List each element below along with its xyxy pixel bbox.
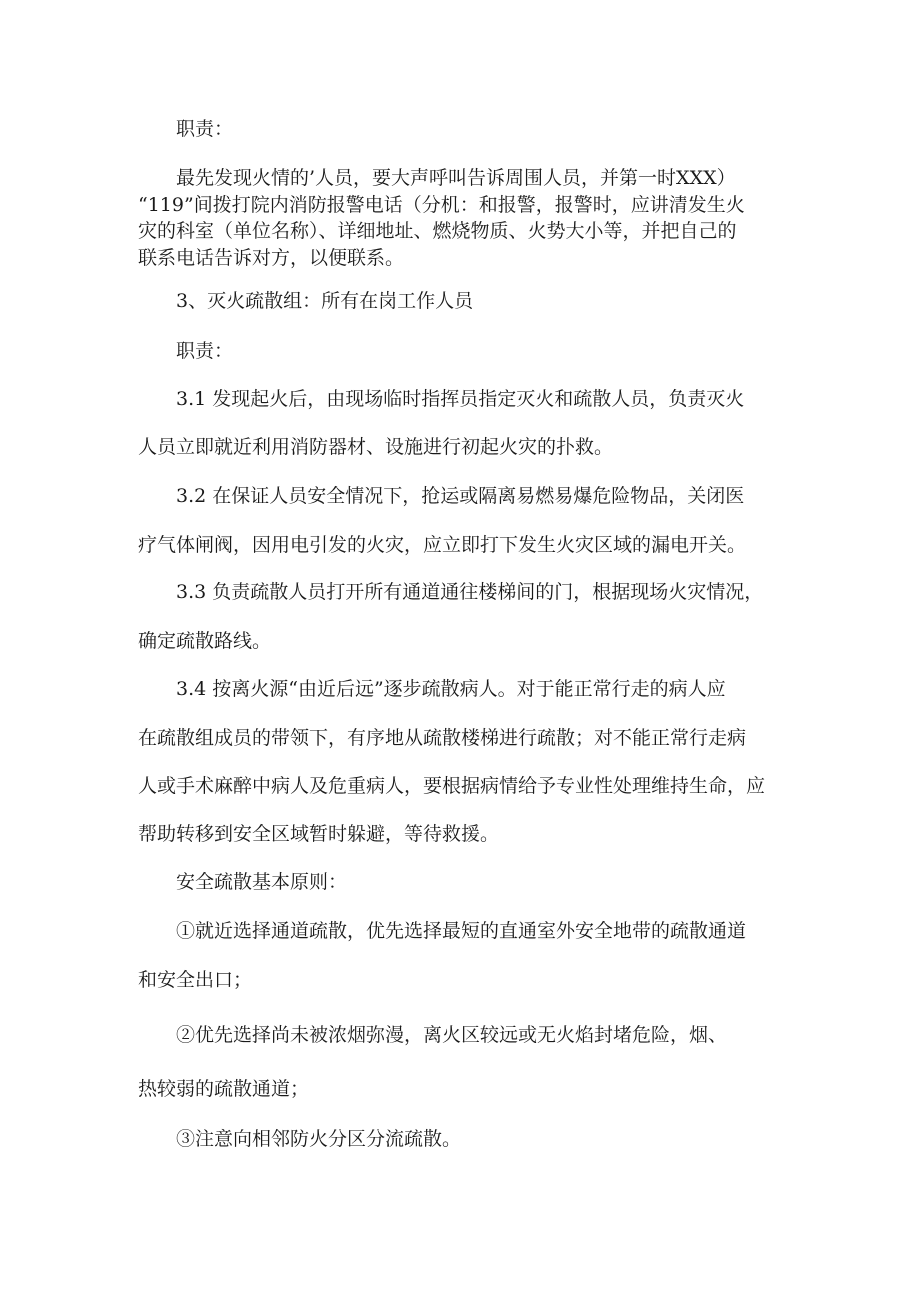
item-3-1-line-1: 3.1 发现起火后，由现场临时指挥员指定灭火和疏散人员，负责灭火	[176, 388, 745, 410]
paragraph-alarm-line-1: 最先发现火情的’人员，要大声呼叫告诉周围人员，并第一时XXX）	[176, 167, 736, 189]
item-3-4-line-2: 在疏散组成员的带领下，有序地从疏散楼梯进行疏散；对不能正常行走病	[138, 727, 747, 749]
principle-1-line-1: ①就近选择通道疏散，优先选择最短的直通室外安全地带的疏散通道	[176, 920, 747, 942]
duty-heading-2: 职责：	[176, 340, 234, 362]
principle-1-line-2: 和安全出口；	[138, 969, 253, 991]
item-3-3-line-2: 确定疏散路线。	[138, 630, 272, 652]
item-3-4-line-1: 3.4 按离火源“由近后远”逐步疏散病人。对于能正常行走的病人应	[176, 678, 726, 700]
principle-3-line-1: ③注意向相邻防火分区分流疏散。	[176, 1128, 462, 1150]
paragraph-alarm-line-3: 灾的科室（单位名称）、详细地址、燃烧物质、火势大小等，并把自己的	[138, 220, 737, 242]
item-3-2-line-1: 3.2 在保证人员安全情况下，抢运或隔离易燃易爆危险物品，关闭医	[176, 485, 745, 507]
section-3-heading: 3、灭火疏散组：所有在岗工作人员	[176, 290, 474, 312]
duty-heading-1: 职责：	[176, 118, 234, 140]
paragraph-alarm-line-4: 联系电话告诉对方，以便联系。	[138, 247, 405, 269]
principle-2-line-2: 热较弱的疏散通道；	[138, 1078, 310, 1100]
principles-heading: 安全疏散基本原则：	[176, 871, 348, 893]
item-3-4-line-3: 人或手术麻醉中病人及危重病人，要根据病情给予专业性处理维持生命，应	[138, 775, 766, 797]
principle-2-line-1: ②优先选择尚未被浓烟弥漫，离火区较远或无火焰封堵危险，烟、	[176, 1024, 728, 1046]
paragraph-alarm-line-2: “119”间拨打院内消防报警电话（分机：和报警，报警时，应讲清发生火	[138, 194, 745, 216]
item-3-1-line-2: 人员立即就近利用消防器材、设施进行初起火灾的扑救。	[138, 436, 614, 458]
item-3-2-line-2: 疗气体闸阀，因用电引发的火灾，应立即打下发生火灾区域的漏电开关。	[138, 534, 747, 556]
item-3-3-line-1: 3.3 负责疏散人员打开所有通道通往楼梯间的门，根据现场火灾情况，	[176, 581, 764, 603]
item-3-4-line-4: 帮助转移到安全区域暂时躲避，等待救援。	[138, 823, 500, 845]
